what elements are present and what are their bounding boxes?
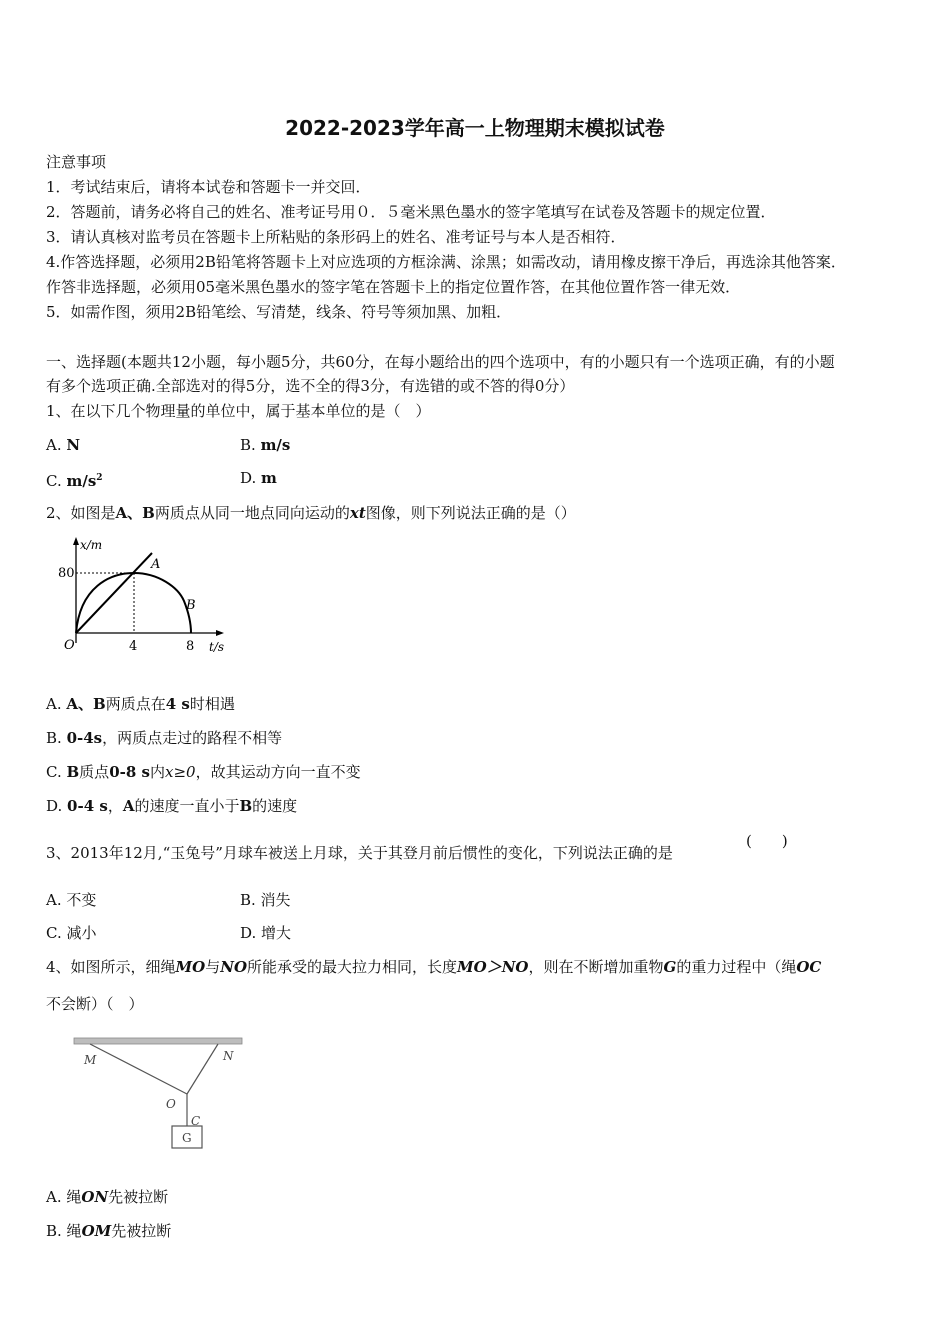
stem-text: 的重力过程中（绳	[676, 958, 797, 976]
stem-text: ，则在不断增加重物	[528, 958, 664, 976]
label-n: N	[223, 1049, 234, 1063]
option-text: 先被拉断	[108, 1188, 169, 1206]
y-axis-arrow	[73, 537, 79, 545]
option-text: x≥0	[164, 763, 196, 781]
stem-text: 图像，则下列说法正确的是（）	[365, 504, 576, 522]
curve-b-label: B	[186, 598, 196, 613]
section-heading-line-1: 一、选择题(本题共12小题，每小题5分，共60分，在每小题给出的四个选项中，有的小题只有一个选项正确，有的小题	[46, 353, 835, 371]
option-text: B	[66, 763, 80, 781]
option-text: 的速度一直小于	[134, 797, 240, 815]
option-text: A	[122, 797, 135, 815]
q2-option-b	[46, 728, 282, 748]
option-letter: D.	[46, 797, 68, 815]
option-text: 0-8 s	[109, 763, 150, 781]
option-letter: B.	[46, 729, 67, 747]
option-text: OM	[81, 1222, 112, 1240]
stem-text: A、B	[115, 504, 155, 522]
y-axis-label: x/m	[80, 538, 103, 552]
option-text: N	[66, 436, 81, 454]
stem-text: G	[663, 958, 677, 976]
curve-a-label: A	[151, 557, 161, 572]
stem-text: 2、如图是	[46, 504, 116, 522]
label-g: G	[182, 1131, 192, 1145]
rope-mo	[90, 1044, 187, 1094]
option-text: m	[261, 469, 277, 487]
q4-stem	[46, 957, 821, 977]
q3-option-b: B. 消失	[240, 891, 291, 909]
option-text: 0-4 s	[67, 797, 108, 815]
q3-option-a: A. 不变	[46, 891, 97, 909]
q3-stem	[46, 843, 673, 863]
x-axis-label: t/s	[209, 640, 225, 654]
stem-text: 所能承受的最大拉力相同，长度	[247, 958, 458, 976]
option-text: A. 绳	[46, 1188, 82, 1206]
rope-no	[187, 1044, 218, 1094]
option-superscript: 2	[96, 473, 103, 483]
notice-item-4: 4.作答选择题，必须用2B铅笔将答题卡上对应选项的方框涂满、涂黑；如需改动，请用橡皮擦干净后，再选涂其他答案．	[46, 253, 846, 271]
stem-text: OC	[796, 958, 822, 976]
option-text: B	[239, 797, 253, 815]
notice-item-2: 2．答题前，请务必将自己的姓名、准考证号用０．５毫米黑色墨水的签字笔填写在试卷及答题卡的规定位置．	[46, 203, 776, 221]
page-title: 2022-2023学年高一上物理期末模拟试卷	[285, 116, 665, 140]
option-text: 4 s	[165, 695, 190, 713]
q2-stem	[46, 503, 576, 523]
q4-stem-cont: 不会断）（ ）	[46, 995, 144, 1013]
option-text: ON	[81, 1188, 109, 1206]
option-letter: A.	[46, 436, 67, 454]
q1-stem: 1、在以下几个物理量的单位中，属于基本单位的是（ ）	[46, 402, 431, 420]
q2-option-d	[46, 796, 297, 816]
ceiling	[74, 1038, 242, 1044]
q4-rope-diagram	[68, 1030, 248, 1158]
notice-item-1: 1．考试结束后，请将本试卷和答题卡一并交回．	[46, 178, 371, 196]
notice-item-5: 5．如需作图，须用2B铅笔绘、写清楚，线条、符号等须加黑、加粗．	[46, 303, 512, 321]
stem-text: MO	[175, 958, 206, 976]
q2-xt-graph	[58, 535, 238, 660]
option-text: ，故其运动方向一直不变	[195, 763, 361, 781]
label-m: M	[84, 1053, 97, 1067]
option-letter: C.	[46, 763, 67, 781]
stem-text: 3、2013年12月,	[46, 844, 163, 862]
stem-text: MO＞NO	[457, 958, 529, 976]
label-c: C	[191, 1114, 201, 1128]
x-axis-arrow	[216, 630, 224, 636]
q1-option-a	[46, 435, 80, 455]
q4-option-a	[46, 1187, 168, 1207]
stem-text: 4、如图所示，细绳	[46, 958, 176, 976]
notice-item-3: 3．请认真核对监考员在答题卡上所粘贴的条形码上的姓名、准考证号与本人是否相符．	[46, 228, 626, 246]
option-text: 内	[149, 763, 165, 781]
option-letter: B.	[240, 436, 261, 454]
option-text: A、B	[66, 695, 106, 713]
q1-option-d	[240, 468, 277, 488]
option-letter: D.	[240, 469, 262, 487]
notice-item-4-cont: 作答非选择题，必须用05毫米黑色墨水的签字笔在答题卡上的指定位置作答，在其他位置作答一律无效．	[46, 278, 741, 296]
q4-option-b	[46, 1221, 171, 1241]
x-tick-label: 8	[186, 639, 195, 654]
option-letter: A.	[46, 695, 67, 713]
option-text: 时相遇	[189, 695, 235, 713]
option-text: 先被拉断	[111, 1222, 172, 1240]
option-text: 质点	[79, 763, 110, 781]
stem-text: “玉兔号”月球车被送上月球，关于其登月前后惯性的变化，下列说法正确的是	[162, 844, 673, 862]
y-tick-label: 80	[58, 566, 75, 581]
q1-option-c	[46, 468, 103, 491]
line-a	[76, 553, 152, 633]
option-text: 的速度	[252, 797, 298, 815]
q3-answer-paren: ( )	[746, 832, 788, 850]
label-o: O	[166, 1097, 176, 1111]
option-text: B. 绳	[46, 1222, 82, 1240]
option-letter: C.	[46, 472, 67, 490]
stem-text: 两质点从同一地点同向运动的	[154, 504, 350, 522]
option-text: 0-4s	[66, 729, 103, 747]
q2-option-c	[46, 762, 361, 782]
notice-heading: 注意事项	[46, 153, 107, 171]
option-text: ，	[107, 797, 123, 815]
option-text: 两质点在	[105, 695, 166, 713]
stem-text: NO	[220, 958, 248, 976]
q2-option-a	[46, 694, 235, 714]
q1-option-b	[240, 435, 290, 455]
stem-text: xt	[349, 504, 366, 522]
origin-label: O	[64, 638, 75, 653]
q3-option-c: C. 减小	[46, 924, 97, 942]
option-text: m/s	[66, 472, 97, 490]
stem-text: 与	[205, 958, 221, 976]
option-text: m/s	[260, 436, 291, 454]
q3-option-d: D. 增大	[240, 924, 292, 942]
section-heading-line-2: 有多个选项正确.全部选对的得5分，选不全的得3分，有选错的或不答的得0分）	[46, 377, 575, 395]
x-tick-label: 4	[129, 639, 138, 654]
option-text: ，两质点走过的路程不相等	[102, 729, 283, 747]
